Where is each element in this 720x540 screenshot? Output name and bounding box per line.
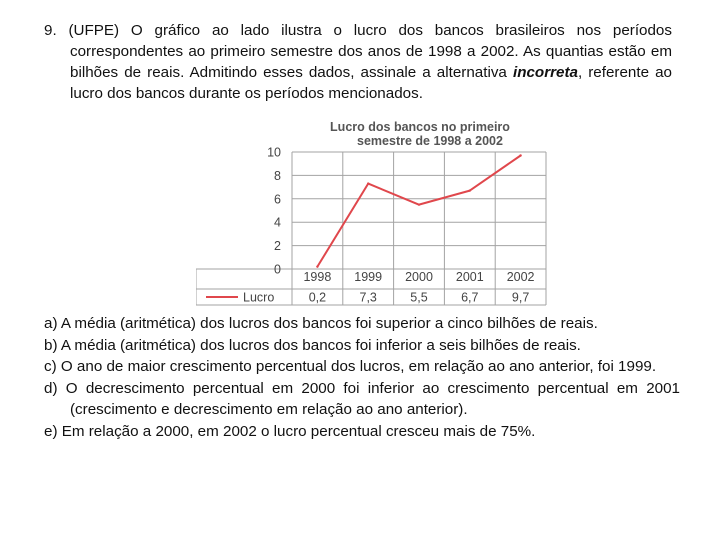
question-statement — [44, 20, 672, 104]
option-letter: a) — [44, 315, 58, 332]
value-label: 6,7 — [461, 290, 479, 305]
option-letter: c) — [44, 358, 57, 375]
question-number: 9. — [44, 22, 57, 39]
value-label: 7,3 — [359, 290, 377, 305]
option-text: O ano de maior crescimento percentual dos lucros, em relação ao ano anterior, foi 1999. — [60, 358, 657, 375]
option-b — [44, 335, 680, 357]
option-a — [44, 313, 680, 335]
y-tick-label: 0 — [274, 262, 281, 277]
option-e — [44, 421, 680, 443]
value-label: 5,5 — [410, 290, 428, 305]
data-point — [316, 265, 318, 267]
value-label: 9,7 — [511, 290, 530, 305]
question-text-part1: O gráfico ao lado ilustra o lucro dos bancos brasileiros nos períodos correspondentes ao primeiro semestre dos anos de 1998 a 2002. As quantias estão em bilhões de reais. Admitindo esses dados, assinale a alternativa — [70, 22, 672, 81]
category-label: 2000 — [405, 270, 433, 284]
profit-chart — [196, 114, 566, 308]
category-label: 2001 — [455, 270, 484, 284]
option-text: O decrescimento percentual em 2000 foi inferior ao crescimento percentual em 2001 (crescimento e decrescimento em relação ao ano anterior). — [65, 379, 680, 418]
chart-title-line-1: Lucro dos bancos no primeiro — [330, 120, 510, 134]
x-axis-categories — [303, 270, 534, 284]
data-point — [469, 189, 471, 191]
question-text-part2: , referente ao lucro dos bancos durante os períodos mencionados. — [70, 64, 672, 102]
y-tick-label: 10 — [267, 145, 281, 160]
y-axis-ticks — [267, 146, 281, 277]
category-label: 1998 — [303, 270, 332, 284]
y-tick-label: 6 — [274, 192, 281, 207]
value-label: 0,2 — [308, 290, 327, 305]
series-line-lucro — [317, 156, 520, 267]
option-letter: d) — [44, 379, 58, 397]
category-label: 1999 — [354, 270, 383, 284]
option-d — [44, 378, 680, 421]
y-tick-label: 4 — [274, 215, 281, 230]
category-label: 2002 — [506, 270, 535, 284]
answer-options — [44, 313, 680, 442]
chart-svg — [196, 114, 566, 308]
y-tick-label: 8 — [274, 168, 281, 183]
chart-title-line-2: semestre de 1998 a 2002 — [357, 134, 503, 148]
question-source: (UFPE) — [68, 22, 120, 39]
y-tick-label: 2 — [274, 239, 281, 254]
data-point — [519, 154, 521, 156]
option-letter: b) — [44, 336, 58, 354]
question-emphasis: incorreta — [512, 64, 578, 81]
legend-series-name: Lucro — [243, 290, 275, 305]
option-text: Em relação a 2000, em 2002 o lucro percentual cresceu mais de 75%. — [61, 422, 536, 440]
legend-row — [206, 291, 529, 305]
option-letter: e) — [44, 422, 58, 440]
question-text — [44, 20, 672, 104]
data-point — [367, 182, 369, 184]
data-point — [418, 203, 420, 205]
series-layer — [316, 154, 522, 268]
option-text: A média (aritmética) dos lucros dos bancos foi inferior a seis bilhões de reais. — [60, 336, 581, 354]
option-c — [44, 356, 680, 378]
option-text: A média (aritmética) dos lucros dos bancos foi superior a cinco bilhões de reais. — [60, 315, 598, 332]
